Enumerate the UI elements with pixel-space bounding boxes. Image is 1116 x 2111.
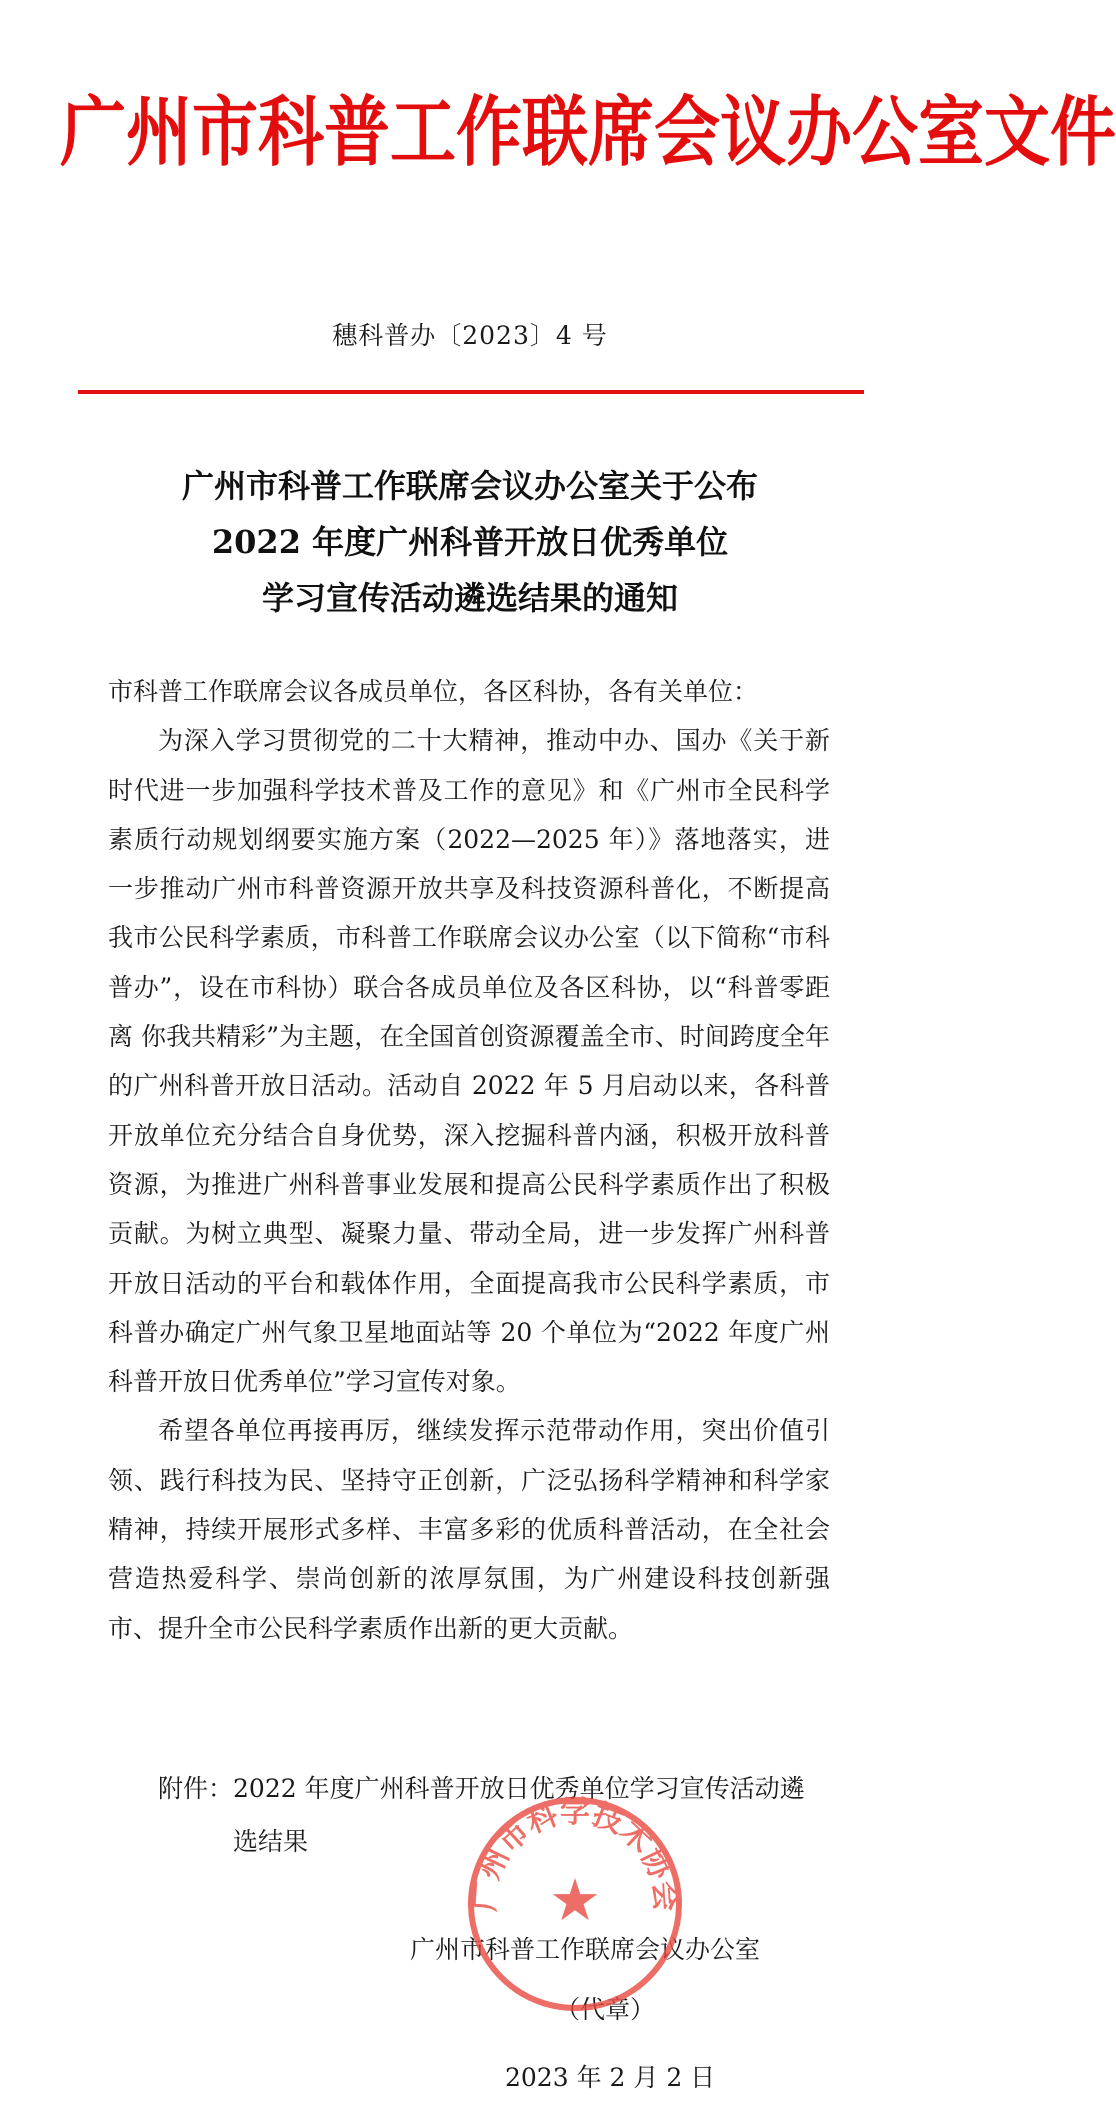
signature-proxy-seal-note: （代章） (555, 1995, 656, 2024)
notice-title-line-1: 广州市科普工作联席会议办公室关于公布 (181, 467, 758, 505)
attachment-label: 附件： (158, 1774, 234, 1803)
notice-title-line-3: 学习宣传活动遴选结果的通知 (261, 579, 678, 617)
signature-date: 2023 年 2 月 2 日 (505, 2063, 716, 2092)
body-paragraph-2: 希望各单位再接再厉，继续发挥示范带动作用，突出价值引领、践行科技为民、坚持守正创新，广泛弘扬科学精神和科学家精神，持续开展形式多样、丰富多彩的优质科普活动，在全社会营造热爱科学、崇尚创新的浓厚氛围，为广州建设科技创新强市、提升全市公民科学素质作出新的更大贡献。 (108, 1416, 830, 1643)
notice-title-line-2: 2022 年度广州科普开放日优秀单位 (211, 523, 729, 561)
seal-arc-text-path: 广州市科学技术协会 (467, 1795, 683, 1913)
body-paragraph-1: 为深入学习贯彻党的二十大精神，推动中办、国办《关于新时代进一步加强科学技术普及工作的意见》和《广州市全民科学素质行动规划纲要实施方案（2022—2025 年）》落地落实，进一步推动广州市科普资源开放共享及科技资源科普化，不断提高我市公民科学素质，市科普工作联席会议办公室（以下简称“市科普办”，设在市科协）联合各成员单位及各区科协，以“科普零距离 你我共精彩”为主题，在全国首创资源覆盖全市、时间跨度全年的广州科普开放日活动。活动自 2022 年 5 月启动以来，各科普开放单位充分结合自身优势，深入挖掘科普内涵，积极开放科普资源，为推进广州科普事业发展和提高公民科学素质作出了积极贡献。为树立典型、凝聚力量、带动全局，进一步发挥广州科普开放日活动的平台和载体作用，全面提高我市公民科学素质，市科普办确定广州气象卫星地面站等 20 个单位为“2022 年度广州科普开放日优秀单位”学习宣传对象。 (108, 726, 830, 1397)
document-number: 穗科普办〔2023〕4 号 (332, 321, 608, 350)
signature-organization: 广州市科普工作联席会议办公室 (410, 1935, 761, 1964)
attachment-note (158, 1762, 838, 1868)
salutation: 市科普工作联席会议各成员单位，各区科协，各有关单位： (108, 677, 759, 706)
document-header-title: 广州市科普工作联席会议办公室文件 (60, 88, 1116, 177)
attachment-title-line-1: 2022 年度广州科普开放日优秀单位学习宣传活动遴 (233, 1774, 805, 1803)
attachment-title-line-2: 选结果 (233, 1827, 309, 1856)
notice-body (108, 667, 830, 1653)
red-divider-line (78, 390, 864, 394)
seal-star-icon: ★ (549, 1866, 601, 1934)
notice-title (0, 458, 940, 626)
